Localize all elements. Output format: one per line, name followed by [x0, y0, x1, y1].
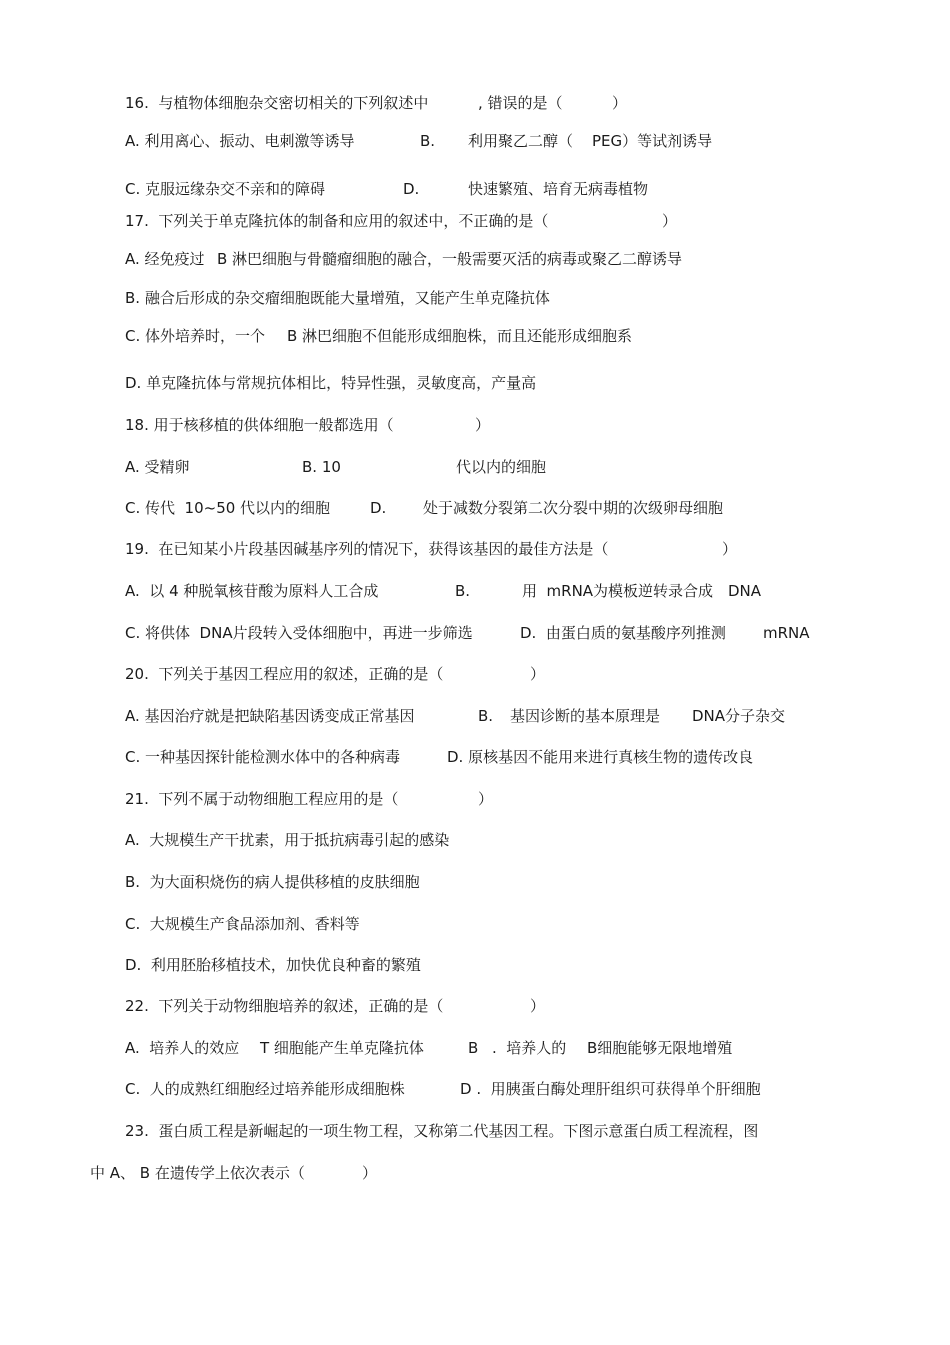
q20-option-b-part2: DNA分子杂交: [692, 707, 786, 725]
q18-option-b-part1: B. 10: [302, 458, 341, 476]
q16-option-b-peg: PEG）等试剂诱导: [592, 132, 713, 150]
q20-option-c: C. 一种基因探针能检测水体中的各种病毒: [125, 748, 401, 766]
q19-option-b-part1: 用 mRNA为模板逆转录合成: [522, 582, 714, 600]
q19-option-d-part1: D. 由蛋白质的氨基酸序列推测: [520, 624, 726, 642]
q18-option-d-text: 处于减数分裂第二次分裂中期的次级卵母细胞: [423, 499, 724, 517]
q17-option-a-part2: B 淋巴细胞与骨髓瘤细胞的融合，一般需要灭活的病毒或聚乙二醇诱导: [217, 250, 683, 268]
q21-option-a: [0, 831, 950, 867]
q19-option-b-part2: DNA: [728, 582, 762, 600]
q21-option-c: [0, 915, 950, 951]
q21-option-c-text: C. 大规模生产食品添加剂、香料等: [125, 915, 360, 933]
q19-option-a: A. 以 4 种脱氧核苷酸为原料人工合成: [125, 582, 379, 600]
q22-option-c: C. 人的成熟红细胞经过培养能形成细胞株: [125, 1080, 405, 1098]
q16-option-b-label: B.: [420, 132, 436, 150]
q16-option-d-label: D.: [403, 180, 420, 198]
q16-stem-text-2: , 错误的是（: [478, 94, 563, 112]
q17-stem-text: 17. 下列关于单克隆抗体的制备和应用的叙述中，不正确的是（: [125, 212, 549, 230]
q22-option-a-part2: T 细胞能产生单克隆抗体: [260, 1039, 424, 1057]
q17-option-c-part1: C. 体外培养时，一个: [125, 327, 266, 345]
q21-option-b: [0, 873, 950, 909]
q22-option-b-part3: B细胞能够无限地增殖: [587, 1039, 733, 1057]
q18-option-d-label: D.: [370, 499, 387, 517]
q21-option-a-text: A. 大规模生产干扰素，用于抵抗病毒引起的感染: [125, 831, 450, 849]
q20-option-a: A. 基因治疗就是把缺陷基因诱变成正常基因: [125, 707, 415, 725]
q19-stem-text: 19. 在已知某小片段基因碱基序列的情况下，获得该基因的最佳方法是（: [125, 540, 609, 558]
q21-stem-text: 21. 下列不属于动物细胞工程应用的是（: [125, 790, 399, 808]
q18-option-a: A. 受精卵: [125, 458, 190, 476]
q19-stem-close: ）: [722, 540, 738, 558]
q23-line-1: [0, 1122, 950, 1158]
q23-line-2: [0, 1164, 950, 1218]
q19-option-b-label: B.: [455, 582, 471, 600]
q21-option-d: [0, 956, 950, 992]
q20-option-d: D. 原核基因不能用来进行真核生物的遗传改良: [447, 748, 754, 766]
q21-stem-close: ）: [478, 790, 494, 808]
q23-stem-close: ）: [362, 1164, 378, 1182]
q16-option-b-text: 利用聚乙二醇（: [468, 132, 574, 150]
q21-option-b-text: B. 为大面积烧伤的病人提供移植的皮肤细胞: [125, 873, 420, 891]
q17-option-b-text: B. 融合后形成的杂交瘤细胞既能大量增殖，又能产生单克隆抗体: [125, 289, 550, 307]
q22-stem-close: ）: [530, 997, 546, 1015]
q16-stem-text: 16. 与植物体细胞杂交密切相关的下列叙述中: [125, 94, 429, 112]
q18-stem-text: 18. 用于核移植的供体细胞一般都选用（: [125, 416, 394, 434]
q19-option-c: C. 将供体 DNA片段转入受体细胞中，再进一步筛选: [125, 624, 473, 642]
q17-option-d: [0, 374, 950, 410]
q19-option-d-part2: mRNA: [763, 624, 810, 642]
q22-option-a-part1: A. 培养人的效应: [125, 1039, 240, 1057]
q18-stem-close: ）: [475, 416, 491, 434]
q21-option-d-text: D. 利用胚胎移植技术，加快优良种畜的繁殖: [125, 956, 421, 974]
q18-option-b-part2: 代以内的细胞: [456, 458, 547, 476]
q20-stem-text: 20. 下列关于基因工程应用的叙述，正确的是（: [125, 665, 444, 683]
q17-option-c: [0, 327, 950, 381]
q17-option-b: [0, 289, 950, 325]
q22-option-d: D . 用胰蛋白酶处理肝组织可获得单个肝细胞: [460, 1080, 761, 1098]
q17-option-c-part2: B 淋巴细胞不但能形成细胞株，而且还能形成细胞系: [287, 327, 633, 345]
q20-stem-close: ）: [530, 665, 546, 683]
q20-option-b-label: B.: [478, 707, 494, 725]
q22-stem-text: 22. 下列关于动物细胞培养的叙述，正确的是（: [125, 997, 444, 1015]
q23-stem-text-2: 中 A、 B 在遗传学上依次表示（: [90, 1164, 305, 1182]
q16-option-d-text: 快速繁殖、培育无病毒植物: [468, 180, 649, 198]
q16-stem-close: ）: [612, 94, 628, 112]
q17-option-a-part1: A. 经免疫过: [125, 250, 205, 268]
q22-option-b-label: B: [468, 1039, 479, 1057]
q17-option-d-text: D. 单克隆抗体与常规抗体相比，特异性强，灵敏度高，产量高: [125, 374, 537, 392]
q17-stem-close: ）: [662, 212, 678, 230]
q16-option-c: C. 克服远缘杂交不亲和的障碍: [125, 180, 326, 198]
q23-stem-text: 23. 蛋白质工程是新崛起的一项生物工程，又称第二代基因工程。下图示意蛋白质工程流程，图: [125, 1122, 759, 1140]
q20-option-b-part1: 基因诊断的基本原理是: [510, 707, 661, 725]
q16-option-a: A. 利用离心、振动、电刺激等诱导: [125, 132, 355, 150]
q22-option-b-part2: . 培养人的: [492, 1039, 567, 1057]
q18-option-c: C. 传代 10~50 代以内的细胞: [125, 499, 331, 517]
